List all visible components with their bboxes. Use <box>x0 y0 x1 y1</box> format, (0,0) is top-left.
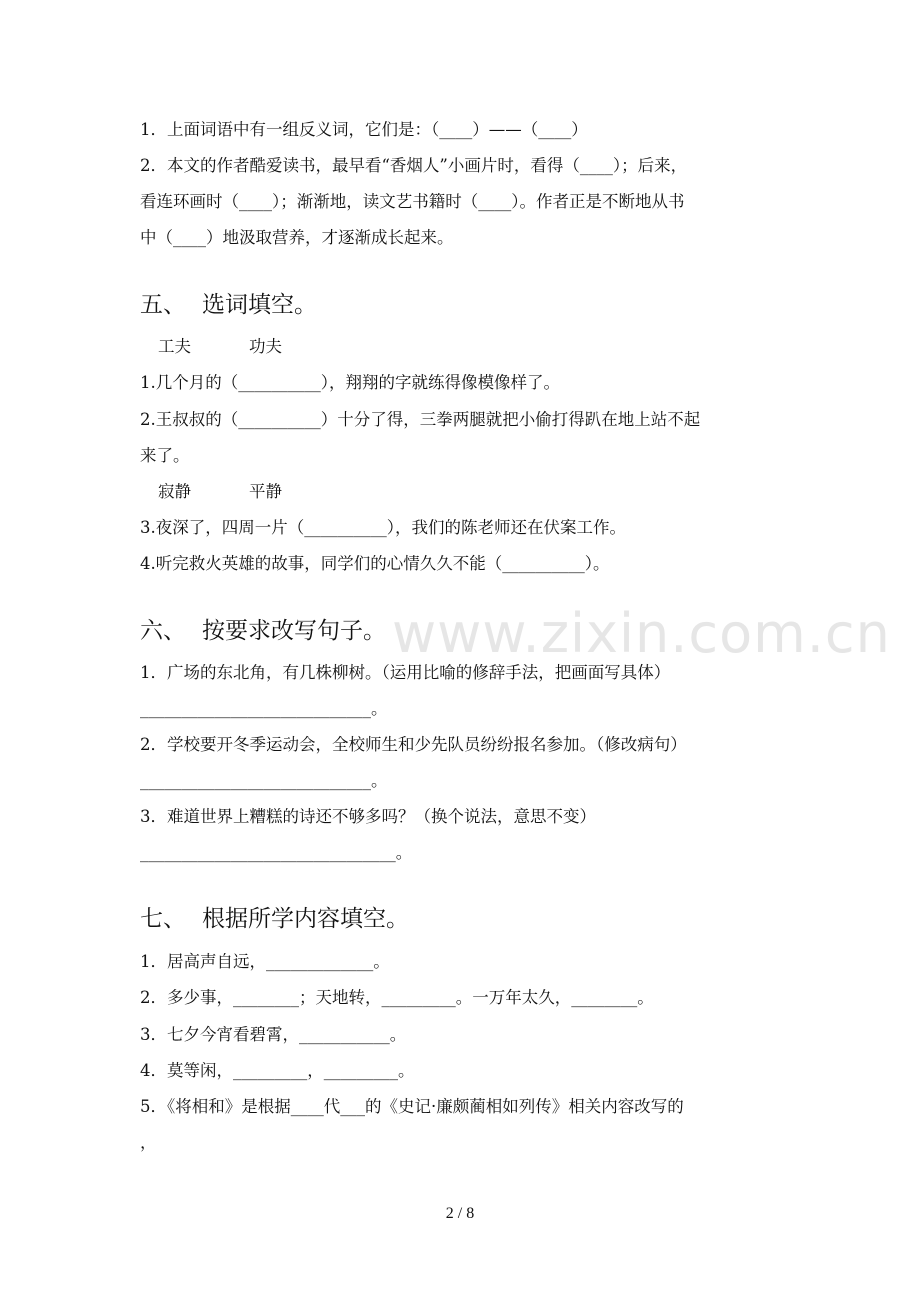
word-option: 功夫 <box>249 337 282 356</box>
question-line: 看连环画时（____）；渐渐地，读文艺书籍时（____）。作者正是不断地从书 <box>140 192 685 211</box>
section-title: 选词填空。 <box>202 292 317 318</box>
word-options <box>158 336 340 358</box>
word-options <box>158 481 340 503</box>
question-line: 2.王叔叔的（__________）十分了得，三拳两腿就把小偷打得趴在地上站不起 <box>140 410 701 429</box>
answer-line: ____________________________。 <box>140 771 388 790</box>
word-option: 寂静 <box>158 482 191 501</box>
question-line: 1．上面词语中有一组反义词，它们是：（____）——（____） <box>140 120 588 139</box>
question-line: 2．学校要开冬季运动会，全校师生和少先队员纷纷报名参加。（修改病句） <box>140 735 687 754</box>
question-line: ， <box>140 1133 157 1152</box>
question-line: 3．七夕今宵看碧霄，___________。 <box>140 1025 407 1044</box>
answer-line: _______________________________。 <box>140 843 413 862</box>
question-line: 2．多少事，________；天地转，_________。一万年太久，________。 <box>140 988 654 1007</box>
section-number: 七、 <box>140 906 186 932</box>
watermark: www.zixin.com.cn <box>392 602 891 665</box>
answer-line: ____________________________。 <box>140 699 388 718</box>
section-heading <box>140 290 317 320</box>
question-line: 3.夜深了，四周一片（__________），我们的陈老师还在伏案工作。 <box>140 518 626 537</box>
section-heading <box>140 904 409 934</box>
question-line: 中（____）地汲取营养，才逐渐成长起来。 <box>140 228 454 247</box>
question-line: 5．《将相和》是根据____代___的《史记·廉颇蔺相如列传》相关内容改写的 <box>140 1097 684 1116</box>
question-line: 2．本文的作者酷爱读书，最早看“香烟人”小画片时，看得（____）；后来， <box>140 156 688 175</box>
section-number: 五、 <box>140 292 186 318</box>
question-line: 1．居高声自远，_____________。 <box>140 952 390 971</box>
question-line: 3．难道世界上糟糕的诗还不够多吗？（换个说法，意思不变） <box>140 807 596 826</box>
section-title: 按要求改写句子。 <box>202 618 386 644</box>
word-option: 工夫 <box>158 337 191 356</box>
question-line: 来了。 <box>140 446 190 465</box>
question-line: 4．莫等闲，_________，_________。 <box>140 1061 415 1080</box>
word-option: 平静 <box>249 482 282 501</box>
section-heading <box>140 616 386 646</box>
page-number: 2 / 8 <box>445 1205 475 1222</box>
section-title: 根据所学内容填空。 <box>202 906 409 932</box>
question-line: 1．广场的东北角，有几株柳树。（运用比喻的修辞手法，把画面写具体） <box>140 663 671 682</box>
question-line: 4.听完救火英雄的故事，同学们的心情久久不能（__________）。 <box>140 554 610 573</box>
section-number: 六、 <box>140 618 186 644</box>
question-line: 1.几个月的（__________），翔翔的字就练得像模像样了。 <box>140 373 560 392</box>
